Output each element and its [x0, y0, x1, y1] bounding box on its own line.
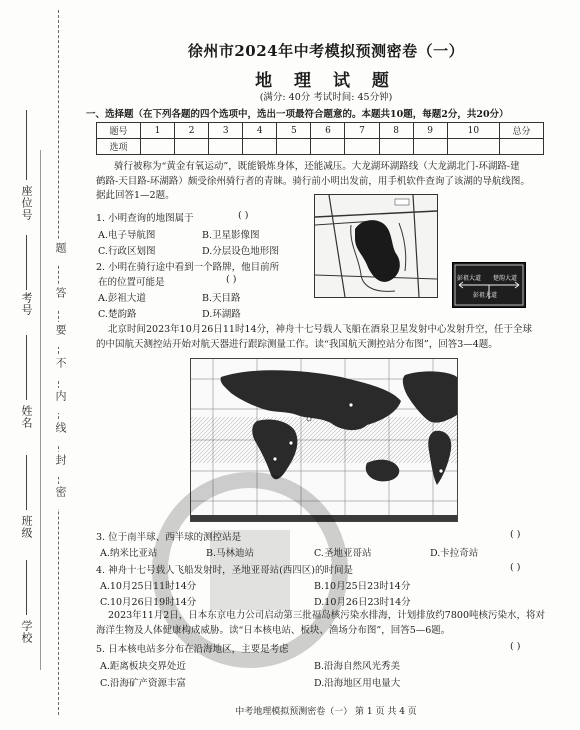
- passage-2: [96, 323, 566, 352]
- binding-margin: [0, 0, 78, 730]
- answer-cell[interactable]: [243, 139, 277, 155]
- option-b[interactable]: B.沿海自然风光秀美: [314, 661, 401, 672]
- answer-table: [96, 122, 544, 155]
- seal-char-5: 内: [54, 390, 67, 411]
- class-blank: [26, 455, 27, 510]
- table-cell: 8: [379, 123, 413, 139]
- table-cell: 选项: [97, 139, 141, 155]
- option-c[interactable]: C.圣地亚哥站: [314, 548, 372, 559]
- exam-no-label: 考号: [20, 292, 33, 316]
- question-2-stem: 2. 小明在骑行途中看到一个路牌，他目前所: [96, 262, 280, 273]
- seal-char-7: 封: [54, 454, 67, 475]
- table-cell: 总分: [500, 123, 544, 139]
- road-sign-bottom: 彭祖大道: [473, 292, 498, 299]
- table-cell: 10: [447, 123, 499, 139]
- table-cell: 5: [277, 123, 311, 139]
- table-cell: 题号: [97, 123, 141, 139]
- option-d[interactable]: D.沿海地区用电量大: [314, 678, 401, 689]
- exam-info: (满分: 40分 考试时间: 45分钟): [259, 92, 393, 103]
- option-b[interactable]: B.10月25日23时14分: [314, 581, 411, 592]
- answer-cell[interactable]: [277, 139, 311, 155]
- seal-char-8: 密: [54, 486, 67, 507]
- road-sign-art: [453, 263, 525, 307]
- question-4-stem: 4. 神舟十七号载人飞船发射时，圣地亚哥站(西四区)的时间是: [96, 565, 353, 576]
- table-cell: 9: [413, 123, 447, 139]
- answer-cell[interactable]: [345, 139, 379, 155]
- table-cell: 4: [243, 123, 277, 139]
- option-d[interactable]: D.10月26日23时14分: [314, 597, 411, 608]
- option-a[interactable]: A.彭祖大道: [98, 293, 146, 304]
- school-label: 学校: [20, 620, 33, 644]
- option-c[interactable]: C.楚韵路: [98, 309, 137, 320]
- passage-line: 北京时间2023年10月26日11时14分，神舟十七号载人飞船在酒泉卫星发射中心发射升空，任于全球: [108, 324, 533, 335]
- option-b[interactable]: B.卫星影像图: [202, 230, 260, 241]
- question-5-stem: 5. 日本核电站多分布在沿海地区，主要是考虑: [96, 644, 289, 655]
- name-blank: [26, 335, 27, 400]
- table-row: [97, 123, 544, 139]
- answer-paren[interactable]: ( ): [510, 529, 521, 540]
- option-c[interactable]: C.行政区划图: [98, 246, 156, 257]
- answer-cell[interactable]: [209, 139, 243, 155]
- seal-line: [40, 150, 41, 670]
- page-footer: 中考地理模拟预测密卷（一） 第 1 页 共 4 页: [235, 707, 417, 717]
- option-a[interactable]: A.距离板块交界处近: [100, 661, 186, 672]
- seat-blank: [26, 110, 27, 180]
- question-1-stem: 1. 小明查询的地图属于: [96, 213, 194, 224]
- lake-map: [315, 195, 437, 297]
- answer-cell[interactable]: [379, 139, 413, 155]
- exam-title: 徐州市2024年中考模拟预测密卷（一）: [187, 42, 465, 60]
- answer-paren[interactable]: ( ): [510, 562, 521, 573]
- option-c[interactable]: C.10月26日19时14分: [100, 597, 197, 608]
- option-d[interactable]: D.卡拉奇站: [430, 548, 479, 559]
- option-b[interactable]: B.马林迪站: [206, 548, 255, 559]
- option-d[interactable]: D.环湖路: [202, 309, 241, 320]
- option-a[interactable]: A.电子导航图: [98, 230, 156, 241]
- table-cell: 7: [345, 123, 379, 139]
- answer-cell[interactable]: [500, 139, 544, 155]
- road-sign-right: 楚韵大道: [493, 275, 518, 282]
- option-c[interactable]: C.沿海矿产资源丰富: [100, 678, 186, 689]
- question-2-stem-2: 在的位置可能是: [98, 277, 165, 288]
- answer-cell[interactable]: [413, 139, 447, 155]
- answer-cell[interactable]: [311, 139, 345, 155]
- seal-char-4: 不: [54, 357, 67, 378]
- seal-char-3: 要: [54, 324, 67, 345]
- answer-cell[interactable]: [175, 139, 209, 155]
- passage-line: 骑行被称为“黄金有氧运动”，既能锻炼身体，还能减压。大龙湖环湖路线（大龙湖北门-环湖路-建: [114, 161, 520, 172]
- answer-cell[interactable]: [447, 139, 499, 155]
- road-sign-left: 彭祖大道: [457, 275, 482, 282]
- seal-char-1: 题: [54, 242, 67, 263]
- table-row: [97, 139, 544, 155]
- road-sign: [452, 262, 526, 308]
- answer-paren[interactable]: ( ): [510, 641, 521, 652]
- option-a[interactable]: A.10月25日11时14分: [100, 581, 197, 592]
- passage-line: 据此回答1—2题。: [96, 190, 175, 201]
- school-blank: [26, 560, 27, 615]
- passage-line: 2023年11月2日，日本东京电力公司启动第三批福岛核污染水排海，计划排放约7800吨核污染水，将对: [108, 610, 545, 621]
- passage-line: 海洋生物及人体健康构成威胁。读“日本核电站、板块、渔场分布图”，回答5—6题。: [96, 624, 451, 636]
- table-cell: 3: [209, 123, 243, 139]
- option-a[interactable]: A.纳米比亚站: [100, 548, 158, 559]
- answer-cell[interactable]: [141, 139, 175, 155]
- class-label: 班级: [20, 515, 33, 539]
- passage-3: [96, 609, 566, 638]
- lake-map-figure: [314, 194, 438, 298]
- answer-paren[interactable]: ( ): [226, 274, 237, 285]
- seal-char-2: 答: [54, 287, 67, 308]
- option-b[interactable]: B.天目路: [202, 293, 241, 304]
- answer-paren[interactable]: ( ): [238, 210, 249, 221]
- table-cell: 2: [175, 123, 209, 139]
- name-label: 姓名: [20, 405, 33, 429]
- option-d[interactable]: D.分层设色地形图: [202, 246, 279, 257]
- passage-line: 的中国航天测控站开始对航天器进行跟踪测量工作。读“我国航天测控站分布图”，回答3—4题。: [96, 338, 498, 350]
- table-cell: 1: [141, 123, 175, 139]
- subject-title: 地 理 试 题: [255, 71, 397, 91]
- section-heading: 一、选择题（在下列各题的四个选项中，选出一项最符合题意的。本题共10题，每题2分，共20分）: [86, 109, 509, 120]
- exam-no-blank: [26, 235, 27, 290]
- question-3-stem: 3. 位于南半球、西半球的测控站是: [96, 532, 242, 543]
- passage-line: 鹤路-天目路-环湖路）颇受徐州骑行者的青睐。骑行前小明出发前，用手机软件查询了该湖的导航线图。: [96, 175, 530, 187]
- seat-label: 座位号: [20, 185, 33, 221]
- seal-char-6: 线: [54, 422, 67, 443]
- table-cell: 6: [311, 123, 345, 139]
